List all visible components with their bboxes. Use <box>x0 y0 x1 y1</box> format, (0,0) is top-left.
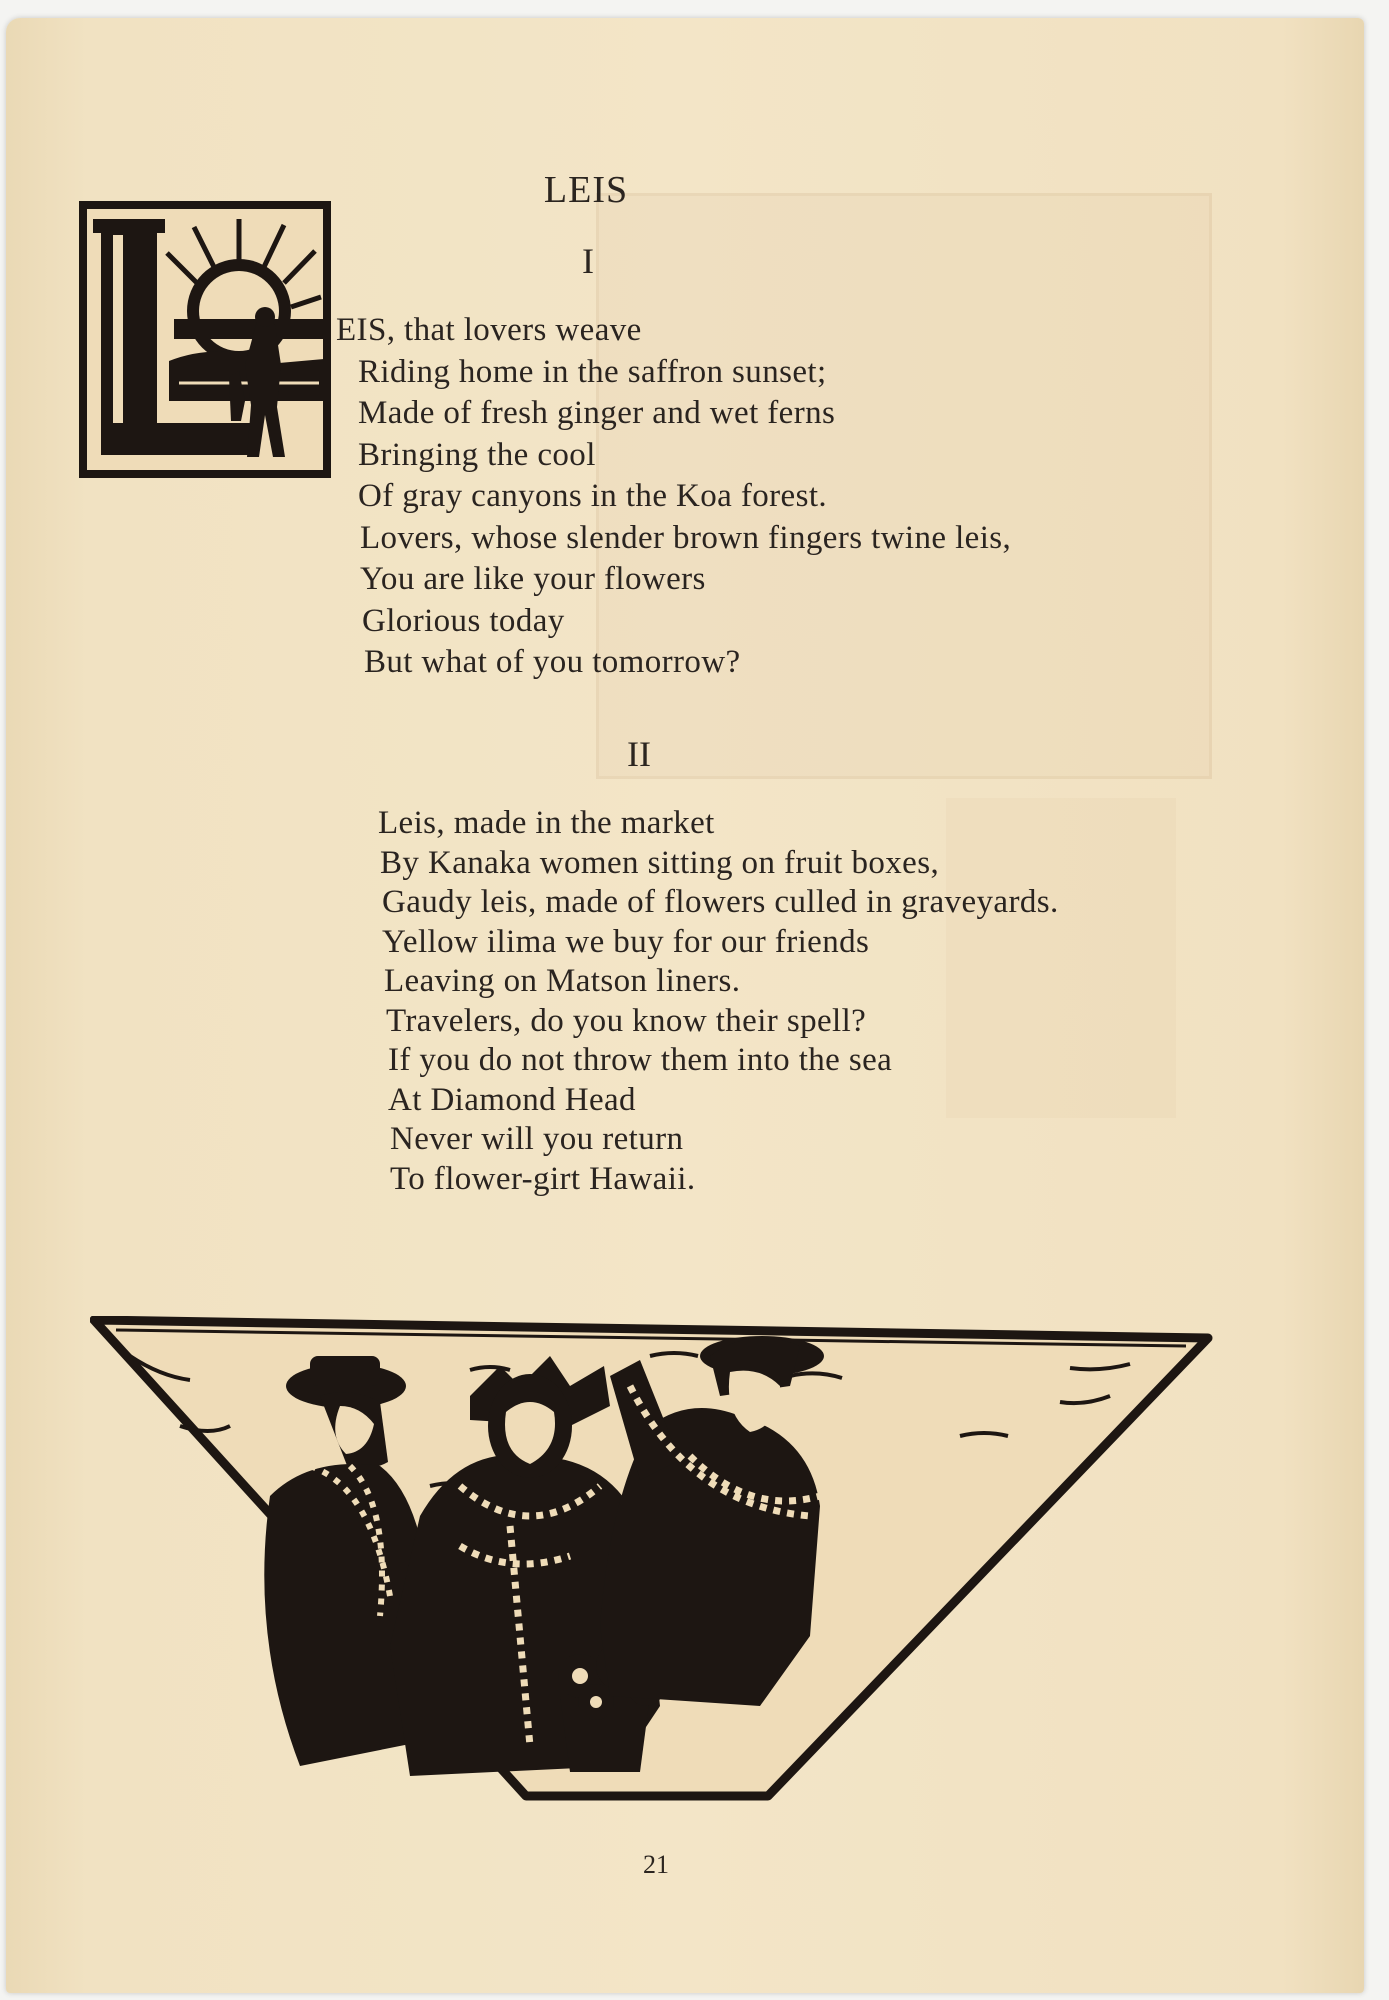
book-page <box>6 18 1364 1993</box>
verse-line: Travelers, do you know their spell? <box>386 1002 867 1039</box>
verse-line: Riding home in the saffron sunset; <box>358 353 827 390</box>
verse-line: Of gray canyons in the Koa forest. <box>358 478 828 514</box>
lei-makers-woodcut-vignette <box>90 1316 1213 1809</box>
verse-line: You are like your flowers <box>360 561 706 597</box>
verse-line: To flower-girt Hawaii. <box>390 1160 696 1197</box>
page-number: 21 <box>643 1850 669 1879</box>
section-numeral-i: I <box>582 241 594 281</box>
stanza-ii <box>378 804 1059 1199</box>
stanza-i <box>336 310 1011 684</box>
drop-cap-l-woodcut <box>79 201 331 478</box>
verse-line: Gaudy leis, made of flowers culled in graveyards. <box>382 884 1059 920</box>
section-numeral-ii: II <box>627 734 651 774</box>
verse-line: Lovers, whose slender brown fingers twine leis, <box>360 519 1012 556</box>
verse-line: But what of you tomorrow? <box>364 644 741 680</box>
verse-line: Leaving on Matson liners. <box>384 963 741 999</box>
verse-line: EIS, that lovers weave <box>336 312 642 348</box>
verse-line: Made of fresh ginger and wet ferns <box>358 395 836 431</box>
verse-line: Glorious today <box>362 602 565 639</box>
verse-line: At Diamond Head <box>388 1081 636 1118</box>
verse-line: Yellow ilima we buy for our friends <box>382 923 870 960</box>
verse-line: Leis, made in the market <box>378 805 715 841</box>
verse-line: If you do not throw them into the sea <box>388 1042 893 1078</box>
poem-title: LEIS <box>543 169 629 211</box>
verse-line: Never will you return <box>390 1121 684 1157</box>
verse-line: Bringing the cool <box>358 436 596 473</box>
verse-line: By Kanaka women sitting on fruit boxes, <box>380 844 940 881</box>
